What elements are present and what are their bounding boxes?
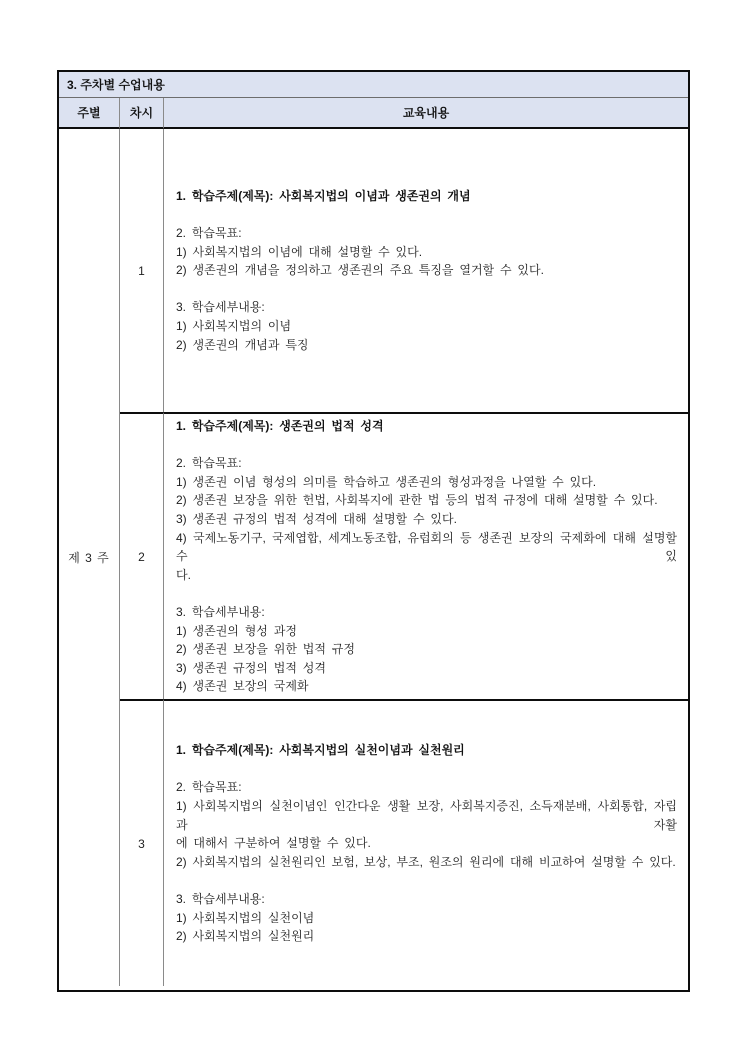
content-cell-2 xyxy=(164,412,688,699)
session-number-2: 2 xyxy=(138,549,145,564)
content-line: 4) 생존권 보장의 국제화 xyxy=(176,679,309,694)
content-line: 3. 학습세부내용: xyxy=(176,891,265,906)
content-line: 1) 사회복지법의 이념 xyxy=(176,318,292,333)
content-line: 다. xyxy=(176,567,191,582)
table-grid xyxy=(59,98,688,989)
content-cell-1 xyxy=(164,129,688,412)
content-line: 3) 생존권 규정의 법적 성격 xyxy=(176,660,326,675)
content-line: 1) 사회복지법의 실천이념인 인간다운 생활 보장, 사회복지증진, 소득재분배, 사회통합, 자립과 자활 xyxy=(176,799,677,832)
content-line: 2) 생존권 보장을 위한 헌법, 사회복지에 관한 법 등의 법적 규정에 대해 설명할 수 있다. xyxy=(176,493,658,508)
lesson-content-2 xyxy=(176,417,677,696)
content-line: 3. 학습세부내용: xyxy=(176,300,265,315)
blank-line xyxy=(176,584,677,603)
col-header-content: 교육내용 xyxy=(164,98,688,129)
content-line: 1) 사회복지법의 이념에 대해 설명할 수 있다. xyxy=(176,244,423,259)
blank-line xyxy=(176,280,677,299)
content-line: 3) 생존권 규정의 법적 성격에 대해 설명할 수 있다. xyxy=(176,512,457,527)
content-line: 2. 학습목표: xyxy=(176,226,242,241)
content-line: 1) 생존권 이념 형성의 의미를 학습하고 생존권의 형성과정을 나열할 수 있다. xyxy=(176,474,597,489)
session-cell-2 xyxy=(120,412,164,699)
content-line: 2) 생존권의 개념과 특징 xyxy=(176,337,309,352)
content-line: 1. 학습주제(제목): 사회복지법의 이념과 생존권의 개념 xyxy=(176,188,471,203)
content-line: 2) 사회복지법의 실천원리인 보험, 보상, 부조, 원조의 원리에 대해 비교하여 설명할 수 있다. xyxy=(176,854,676,869)
content-line: 1) 사회복지법의 실천이념 xyxy=(176,910,315,925)
col-header-week: 주별 xyxy=(59,98,120,129)
week-cell: 제 3 주 xyxy=(59,129,120,986)
content-line: 2) 사회복지법의 실천원리 xyxy=(176,929,315,944)
content-line: 1) 생존권의 형성 과정 xyxy=(176,623,297,638)
session-cell-3 xyxy=(120,699,164,986)
lesson-content-3 xyxy=(176,741,677,946)
section-title: 3. 주차별 수업내용 xyxy=(59,72,688,98)
blank-line xyxy=(176,760,677,779)
col-header-session: 차시 xyxy=(120,98,164,129)
blank-line xyxy=(176,205,677,224)
content-line: 3. 학습세부내용: xyxy=(176,604,265,619)
weekly-content-table xyxy=(57,70,690,992)
session-cell-1 xyxy=(120,129,164,412)
content-line: 4) 국제노동기구, 국제엽합, 세계노동조합, 유럽회의 등 생존권 보장의 국제화에 대해 설명할 수 있 xyxy=(176,530,677,564)
session-number-1: 1 xyxy=(138,263,145,278)
content-line: 2) 생존권의 개념을 정의하고 생존권의 주요 특징을 열거할 수 있다. xyxy=(176,263,544,278)
session-number-3: 3 xyxy=(138,836,145,851)
content-line: 2. 학습목표: xyxy=(176,780,242,795)
content-cell-3 xyxy=(164,699,688,986)
blank-line xyxy=(176,871,677,890)
content-line: 1. 학습주제(제목): 생존권의 법적 성격 xyxy=(176,419,384,434)
content-line: 에 대해서 구분하여 설명할 수 있다. xyxy=(176,836,371,851)
content-line: 2) 생존권 보장을 위한 법적 규정 xyxy=(176,642,355,657)
lesson-content-1 xyxy=(176,187,677,354)
content-line: 2. 학습목표: xyxy=(176,456,242,471)
blank-line xyxy=(176,436,677,455)
content-line: 1. 학습주제(제목): 사회복지법의 실천이념과 실천원리 xyxy=(176,743,465,758)
